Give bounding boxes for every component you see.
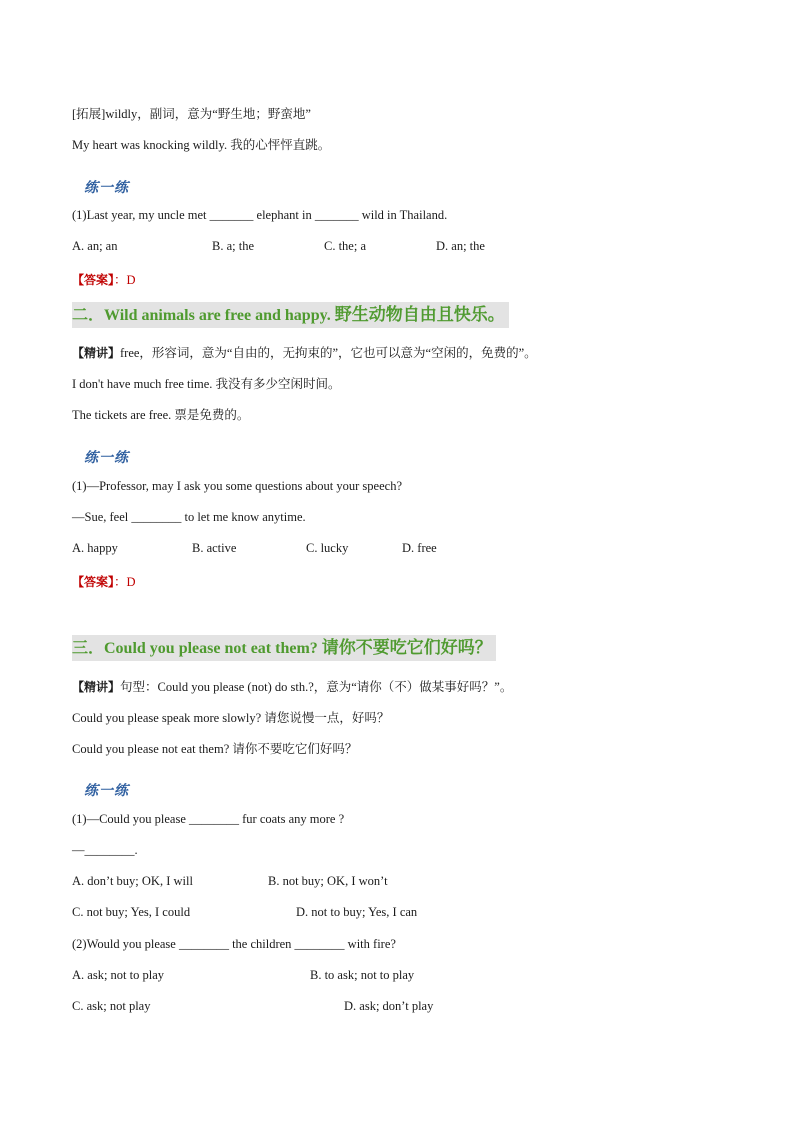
section-heading-en: 二．Wild animals are free and happy. (72, 307, 331, 324)
practice-label: 练一练 (84, 783, 129, 799)
answer-value: ：D (114, 273, 136, 287)
question-stem: (1)—Professor, may I ask you some questions about your speech? (72, 479, 402, 493)
answer-tag: 【答案】 (72, 273, 115, 287)
example-line: Could you please speak more slowly? 请您说慢一点，好吗？ (72, 711, 390, 725)
question-stem: (2)Would you please ________ the children ________ with fire? (72, 937, 396, 951)
practice-label: 练一练 (84, 180, 129, 196)
option-a: A. happy (72, 541, 118, 555)
option-c: C. not buy; Yes, I could (72, 905, 191, 919)
question-reply: —________. (72, 843, 138, 857)
answer-tag: 【答案】 (72, 575, 115, 589)
intro-extension-line: [拓展]wildly，副词，意为“野生地；野蛮地” (72, 107, 311, 121)
section-heading-en: 三．Could you please not eat them? (72, 640, 318, 657)
option-d: D. an; the (436, 239, 485, 253)
section-heading-3 (72, 635, 496, 661)
question-stem: (1)Last year, my uncle met _______ elephant in _______ wild in Thailand. (72, 208, 448, 222)
explanation-line (72, 343, 537, 361)
option-c: C. lucky (306, 541, 349, 555)
practice-label: 练一练 (84, 450, 129, 466)
explanation-text: free，形容词，意为“自由的，无拘束的”，它也可以意为“空闲的，免费的”。 (120, 346, 537, 360)
section-heading-zh: 请你不要吃它们好吗？ (321, 638, 492, 658)
intro-example-line: My heart was knocking wildly. 我的心怦怦直跳。 (72, 138, 331, 152)
option-b: B. not buy; OK, I won’t (268, 874, 388, 888)
option-d: D. not to buy; Yes, I can (296, 905, 418, 919)
option-a: A. an; an (72, 239, 118, 253)
explanation-tag: 【精讲】 (72, 680, 121, 694)
example-line: Could you please not eat them? 请你不要吃它们好吗？ (72, 742, 358, 756)
explanation-text: 句型：Could you please (not) do sth.?，意为“请你（不）做某事好吗？”。 (120, 680, 513, 694)
option-a: A. don’t buy; OK, I will (72, 874, 193, 888)
option-b: B. a; the (212, 239, 255, 253)
section-heading-2 (72, 302, 509, 328)
answer-value: ：D (114, 575, 136, 589)
example-line: The tickets are free. 票是免费的。 (72, 408, 250, 422)
option-d: D. free (402, 541, 437, 555)
section-heading-zh: 野生动物自由且快乐。 (334, 305, 505, 325)
question-reply: —Sue, feel ________ to let me know anytime. (72, 510, 306, 524)
explanation-tag: 【精讲】 (72, 346, 121, 360)
explanation-line (72, 677, 512, 695)
option-a: A. ask; not to play (72, 968, 165, 982)
example-line: I don't have much free time. 我没有多少空闲时间。 (72, 377, 341, 391)
option-c: C. ask; not play (72, 999, 151, 1013)
question-stem: (1)—Could you please ________ fur coats any more ? (72, 812, 345, 826)
option-b: B. to ask; not to play (310, 968, 415, 982)
answer-line (72, 270, 136, 288)
option-b: B. active (192, 541, 237, 555)
option-d: D. ask; don’t play (344, 999, 434, 1013)
option-c: C. the; a (324, 239, 367, 253)
answer-line (72, 572, 136, 590)
